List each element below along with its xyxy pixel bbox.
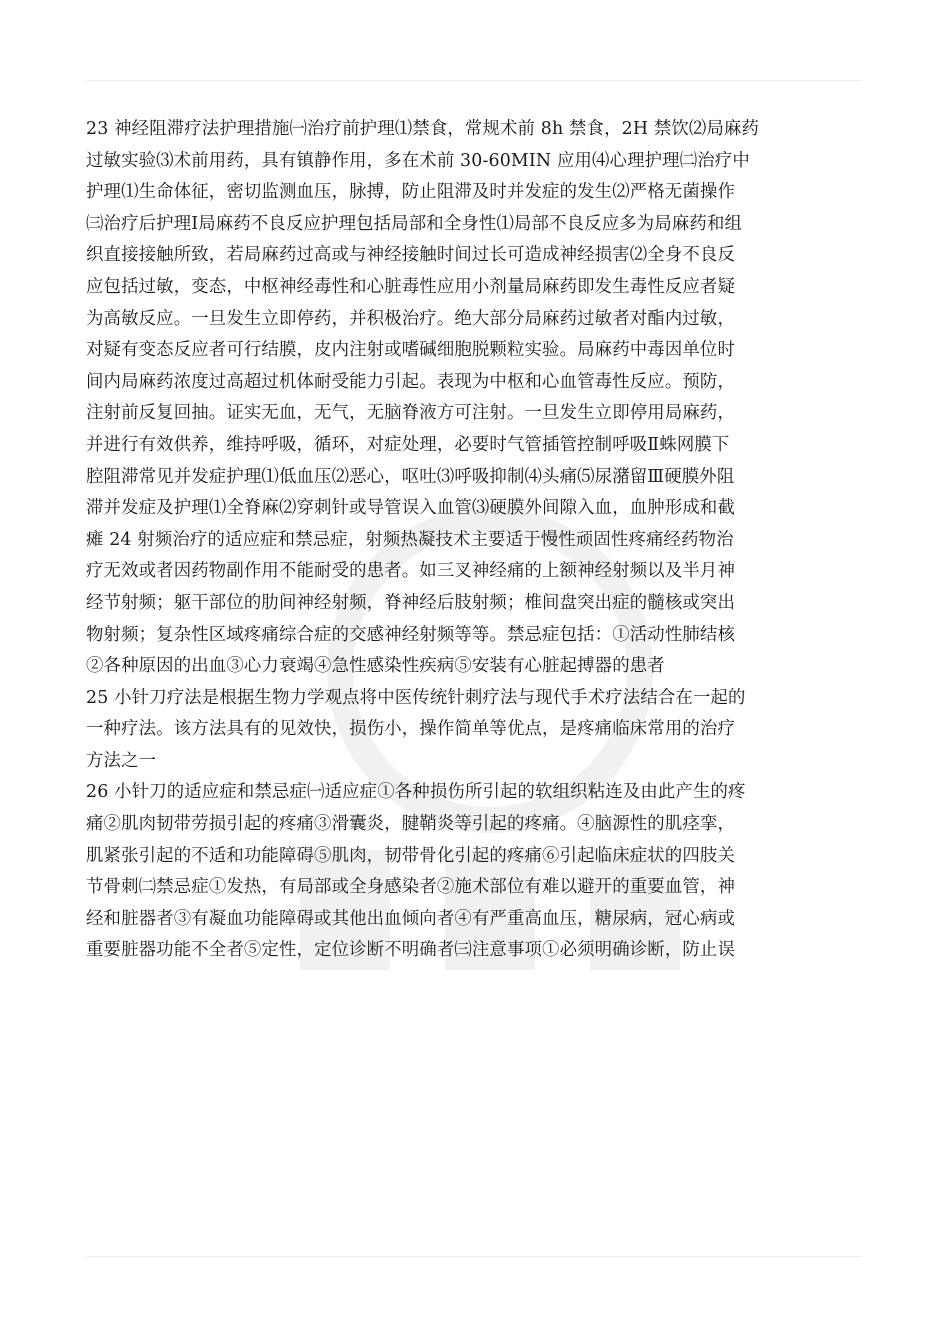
text-line: 疗无效或者因药物副作用不能耐受的患者。如三叉神经痛的上额神经射频以及半月神 bbox=[86, 561, 736, 582]
text-line: ㈢治疗后护理Ⅰ局麻药不良反应护理包括局部和全身性⑴局部不良反应多为局麻药和组 bbox=[86, 213, 743, 234]
text-line: 间内局麻药浓度过高超过机体耐受能力引起。表现为中枢和心血管毒性反应。预防， bbox=[86, 371, 736, 392]
text-line: 物射频；复杂性区域疼痛综合症的交感神经射频等等。禁忌症包括：①活动性肺结核 bbox=[86, 624, 736, 645]
text-line: 节骨刺㈡禁忌症①发热，有局部或全身感染者②施术部位有难以避开的重要血管，神 bbox=[86, 877, 736, 898]
text-line: ②各种原因的出血③心力衰竭④急性感染性疾病⑤安装有心脏起搏器的患者 bbox=[86, 656, 665, 677]
paragraph-25 bbox=[86, 683, 862, 778]
text-line: 应包括过敏，变态，中枢神经毒性和心脏毒性应用小剂量局麻药即发生毒性反应者疑 bbox=[86, 276, 736, 297]
text-line: 一种疗法。该方法具有的见效快，损伤小，操作简单等优点，是疼痛临床常用的治疗 bbox=[86, 719, 736, 740]
top-divider bbox=[86, 80, 862, 81]
text-line: 25 小针刀疗法是根据生物力学观点将中医传统针刺疗法与现代手术疗法结合在一起的 bbox=[86, 687, 746, 708]
text-line: 重要脏器功能不全者⑤定性，定位诊断不明确者㈢注意事项①必须明确诊断，防止误 bbox=[86, 940, 736, 961]
text-line: 护理⑴生命体征，密切监测血压，脉搏，防止阻滞及时并发症的发生⑵严格无菌操作 bbox=[86, 182, 736, 203]
text-line: 滞并发症及护理⑴全脊麻⑵穿刺针或导管误入血管⑶硬膜外间隙入血，血肿形成和截 bbox=[86, 498, 736, 519]
text-line: 23 神经阻滞疗法护理措施㈠治疗前护理⑴禁食，常规术前 8h 禁食，2H 禁饮⑵局麻药 bbox=[86, 119, 760, 139]
text-line: 肌紧张引起的不适和功能障碍⑤肌肉，韧带骨化引起的疼痛⑥引起临床症状的四肢关 bbox=[86, 845, 736, 866]
text-line: 腔阻滞常见并发症护理⑴低血压⑵恶心，呕吐⑶呼吸抑制⑷头痛⑸尿潴留Ⅲ硬膜外阻 bbox=[86, 466, 735, 487]
paragraph-26 bbox=[86, 777, 862, 967]
text-line: 注射前反复回抽。证实无血，无气，无脑脊液方可注射。一旦发生立即停用局麻药， bbox=[86, 403, 736, 424]
text-line: 方法之一 bbox=[86, 750, 157, 771]
text-line: 痛②肌肉韧带劳损引起的疼痛③滑囊炎，腱鞘炎等引起的疼痛。④脑源性的肌痉挛， bbox=[86, 814, 736, 835]
text-line: 织直接接触所致，若局麻药过高或与神经接触时间过长可造成神经损害⑵全身不良反 bbox=[86, 245, 736, 266]
text-line: 对疑有变态反应者可行结膜，皮内注射或嗜碱细胞脱颗粒实验。局麻药中毒因单位时 bbox=[86, 340, 736, 361]
text-line: 经节射频；躯干部位的肋间神经射频，脊神经后肢射频；椎间盘突出症的髓核或突出 bbox=[86, 592, 736, 613]
document-body bbox=[86, 114, 862, 967]
text-line: 瘫 24 射频治疗的适应症和禁忌症，射频热凝技术主要适于慢性顽固性疼痛经药物治 bbox=[86, 529, 734, 550]
text-line: 过敏实验⑶术前用药，具有镇静作用，多在术前 30-60MIN 应用⑷心理护理㈡治疗中 bbox=[86, 150, 750, 171]
paragraph-23-24 bbox=[86, 114, 862, 683]
bottom-divider bbox=[86, 1256, 862, 1257]
text-line: 26 小针刀的适应症和禁忌症㈠适应症①各种损伤所引起的软组织粘连及由此产生的疼 bbox=[86, 782, 746, 803]
text-line: 经和脏器者③有凝血功能障碍或其他出血倾向者④有严重高血压，糖尿病，冠心病或 bbox=[86, 908, 736, 929]
text-line: 为高敏反应。一旦发生立即停药，并积极治疗。绝大部分局麻药过敏者对酯内过敏， bbox=[86, 308, 736, 329]
text-line: 并进行有效供养，维持呼吸，循环，对症处理，必要时气管插管控制呼吸Ⅱ蛛网膜下 bbox=[86, 434, 730, 455]
